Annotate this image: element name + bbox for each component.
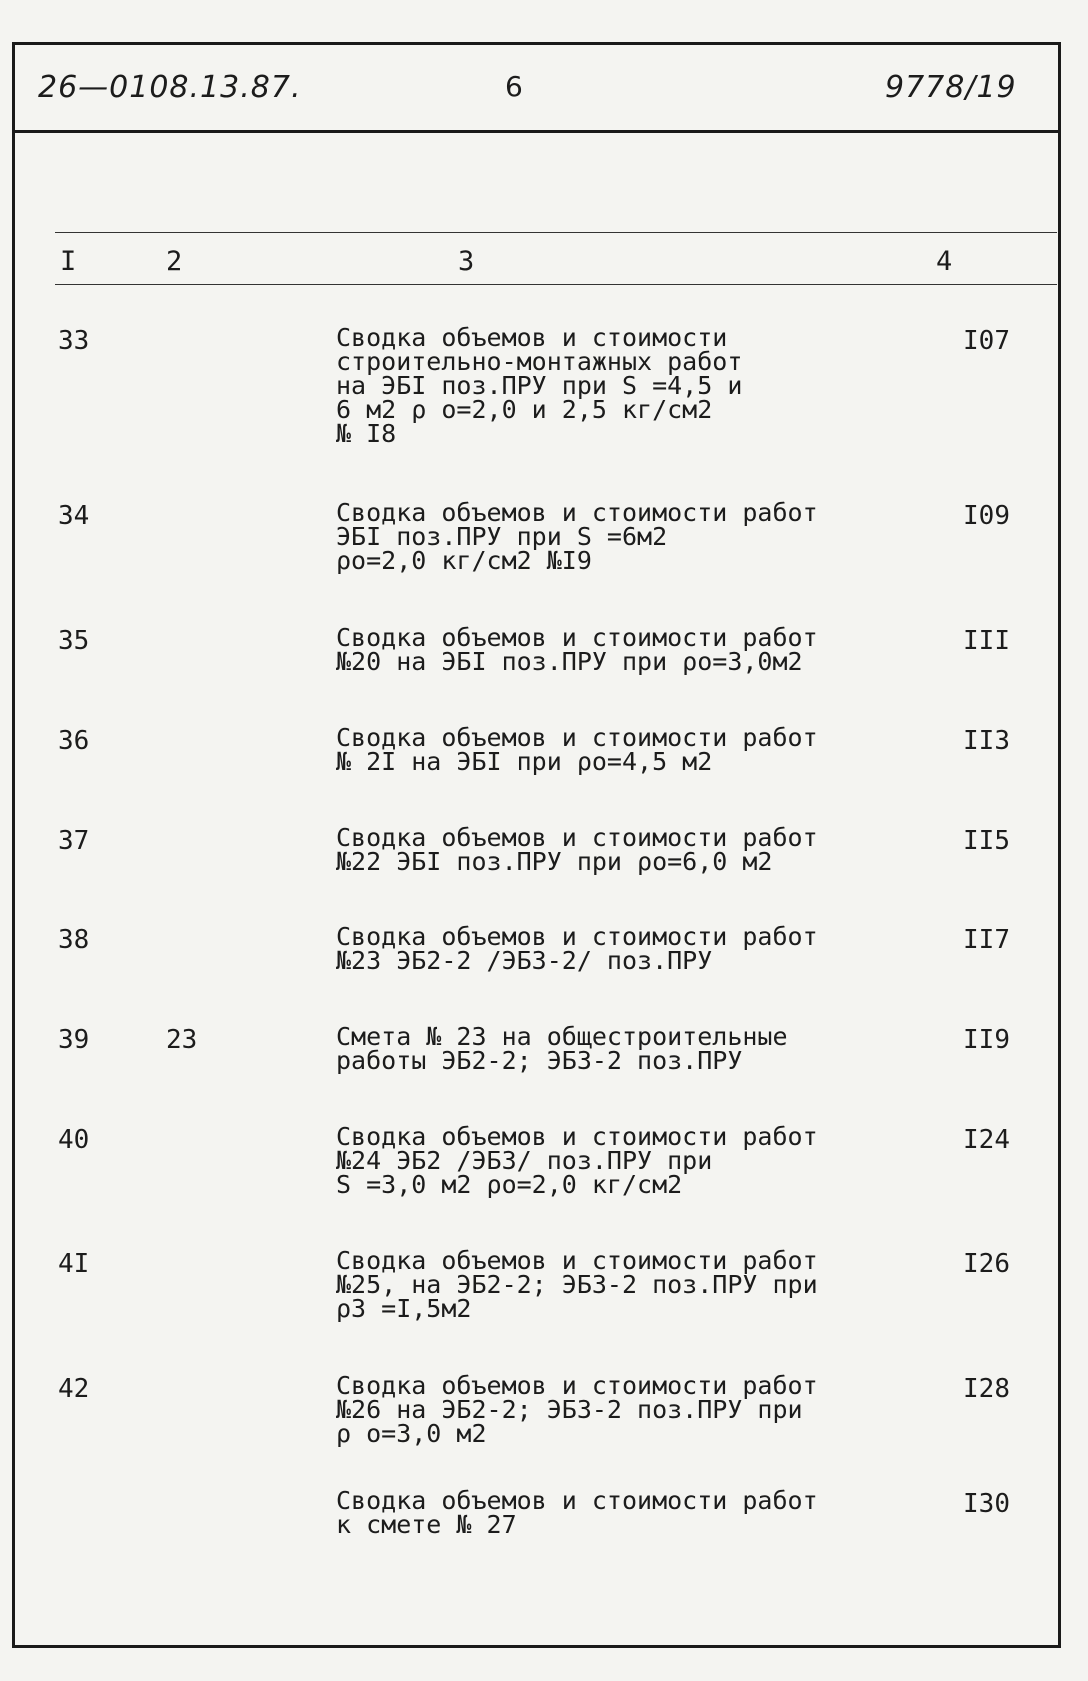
table-top-rule (55, 232, 1057, 233)
row-page: I24 (963, 1125, 1010, 1155)
row-number: 34 (58, 501, 90, 531)
row-description: Сводка объемов и стоимости работ №25, на ЭБ2-2; ЭБ3-2 поз.ПРУ при ρ3 =I,5м2 (336, 1246, 818, 1323)
row-description: Сводка объемов и стоимости работ №26 на ЭБ2-2; ЭБ3-2 поз.ПРУ при ρ о=3,0 м2 (336, 1371, 818, 1448)
row-number: 39 (58, 1025, 90, 1055)
row-page: II3 (963, 726, 1010, 756)
row-page: II9 (963, 1025, 1010, 1055)
row-number: 36 (58, 726, 90, 756)
column-header-4: 4 (936, 246, 953, 277)
column-header-2: 2 (166, 246, 183, 277)
row-description: Сводка объемов и стоимости работ №24 ЭБ2 /ЭБ3/ поз.ПРУ при S =3,0 м2 ρо=2,0 кг/см2 (336, 1122, 818, 1199)
row-description: Сводка объемов и стоимости строительно-монтажных работ на ЭБI поз.ПРУ при S =4,5 и 6 м2 ρ о=2,0 и 2,5 кг/см2 № I8 (336, 323, 743, 448)
row-page: I09 (963, 501, 1010, 531)
row-number: 4I (58, 1249, 90, 1279)
row-page: I26 (963, 1249, 1010, 1279)
row-description: Сводка объемов и стоимости работ к смете № 27 (336, 1486, 818, 1539)
row-page: I07 (963, 326, 1010, 356)
row-number: 38 (58, 925, 90, 955)
row-number: 33 (58, 326, 90, 356)
row-page: II5 (963, 826, 1010, 856)
table-header-rule (55, 284, 1057, 285)
page-number: 6 (505, 70, 524, 103)
column-header-1: I (60, 246, 77, 277)
row-description: Сводка объемов и стоимости работ №23 ЭБ2-2 /ЭБ3-2/ поз.ПРУ (336, 922, 818, 975)
sheet-code: 9778/19 (885, 70, 1017, 105)
header-divider (12, 130, 1061, 133)
row-number: 37 (58, 826, 90, 856)
row-description: Смета № 23 на общестроительные работы ЭБ2-2; ЭБ3-2 поз.ПРУ (336, 1022, 788, 1075)
row-description: Сводка объемов и стоимости работ №22 ЭБI поз.ПРУ при ρо=6,0 м2 (336, 823, 818, 876)
row-page: I30 (963, 1489, 1010, 1519)
row-page: II7 (963, 925, 1010, 955)
row-ref: 23 (166, 1025, 198, 1055)
column-header-3: 3 (458, 246, 475, 277)
row-page: I28 (963, 1374, 1010, 1404)
row-description: Сводка объемов и стоимости работ ЭБI поз.ПРУ при S =6м2 ρо=2,0 кг/см2 №I9 (336, 498, 818, 575)
row-page: III (963, 626, 1010, 656)
row-description: Сводка объемов и стоимости работ №20 на ЭБI поз.ПРУ при ρо=3,0м2 (336, 623, 818, 676)
row-number: 42 (58, 1374, 90, 1404)
row-description: Сводка объемов и стоимости работ № 2I на ЭБI при ρо=4,5 м2 (336, 723, 818, 776)
doc-code: 26—0108.13.87. (38, 70, 302, 105)
row-number: 40 (58, 1125, 90, 1155)
row-number: 35 (58, 626, 90, 656)
